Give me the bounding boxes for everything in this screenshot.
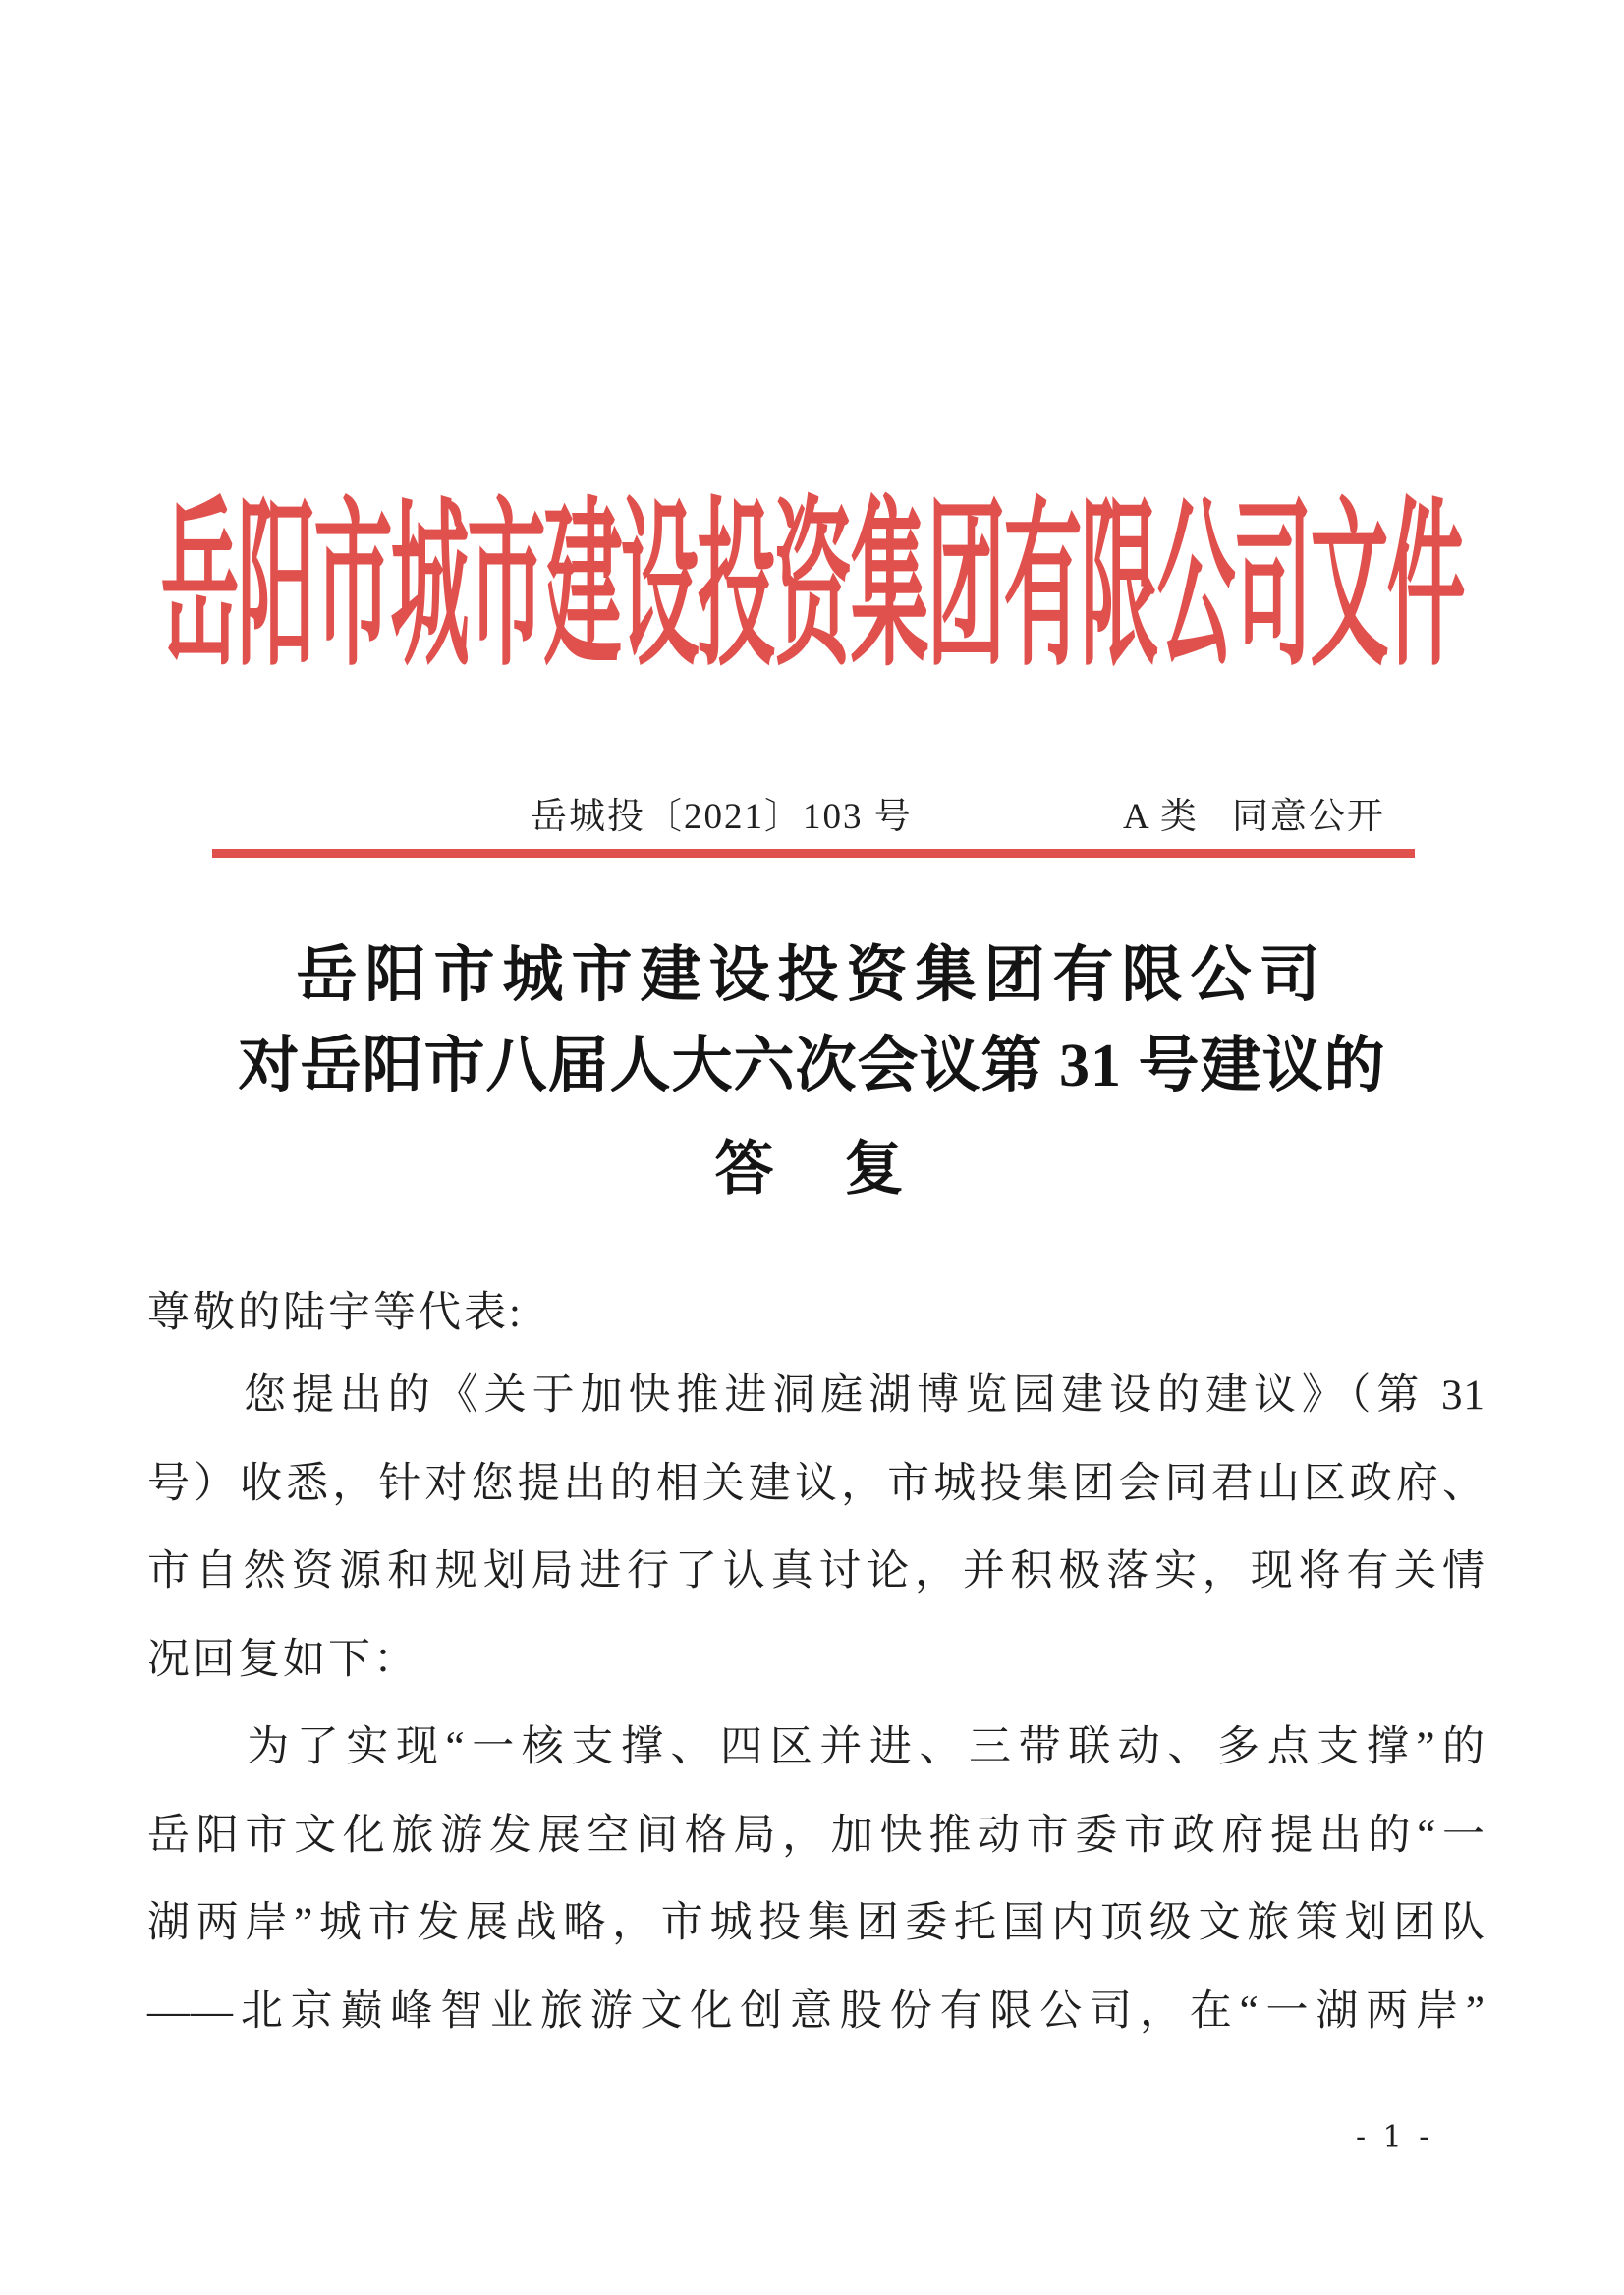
classification-label: A 类 — [1123, 797, 1199, 837]
body-line: 您提出的《关于加快推进洞庭湖博览园建设的建议》（第 31 — [147, 1372, 1485, 1419]
body-line: 况回复如下： — [147, 1636, 419, 1683]
body-line: 为了实现“一核支撑、四区并进、三带联动、多点支撑”的 — [147, 1724, 1485, 1770]
body-line: 号）收悉，针对您提出的相关建议，市城投集团会同君山区政府、 — [147, 1460, 1485, 1507]
body-text — [147, 1352, 1485, 2055]
salutation: 尊敬的陆宇等代表: — [147, 1290, 524, 1336]
body-line: 市自然资源和规划局进行了认真讨论，并积极落实，现将有关情 — [147, 1548, 1485, 1595]
body-line: 湖两岸”城市发展战略，市城投集团委托国内顶级文旅策划团队 — [147, 1900, 1485, 1946]
body-line: 岳阳市文化旅游发展空间格局，加快推动市委市政府提出的“一 — [147, 1812, 1485, 1859]
document-title-line-1: 岳阳市城市建设投资集团有限公司 — [296, 942, 1328, 1009]
classification-block — [1123, 786, 1385, 839]
page-number: - 1 - — [1356, 2120, 1433, 2155]
body-line: ——北京巅峰智业旅游文化创意股份有限公司，在“一湖两岸” — [147, 1987, 1485, 2035]
document-number: 岳城投〔2021〕103 号 — [531, 797, 913, 837]
red-divider-rule — [212, 849, 1415, 858]
publicity-label: 同意公开 — [1231, 797, 1385, 837]
red-masthead-title: 岳阳市城市建设投资集团有限公司文件 — [160, 489, 1464, 689]
document-title-line-2: 对岳阳市八届人大六次会议第 31 号建议的 — [238, 1033, 1386, 1099]
document-title-line-3: 答 复 — [714, 1137, 910, 1202]
